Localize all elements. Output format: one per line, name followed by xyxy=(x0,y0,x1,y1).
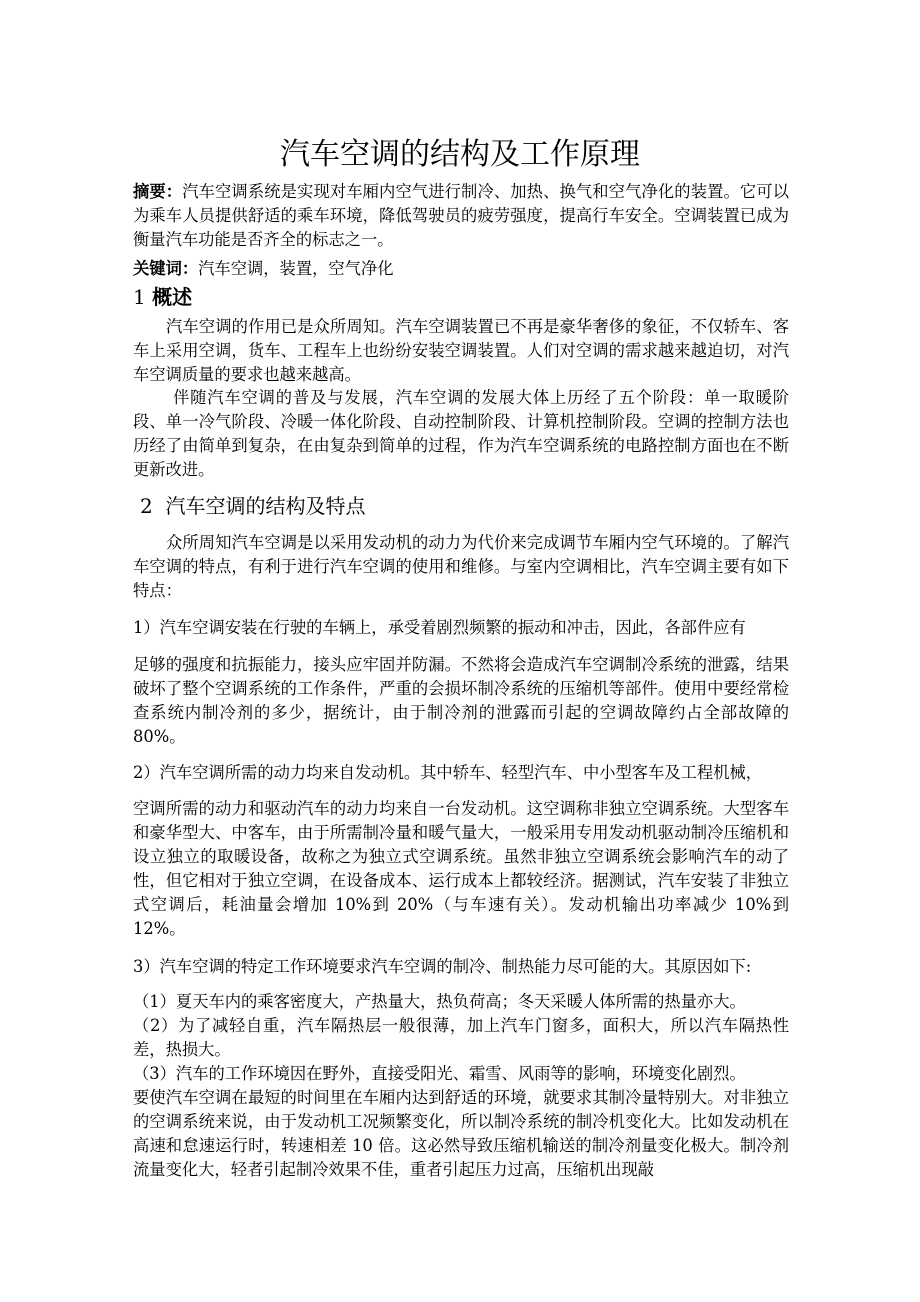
point-2-first-line: 2）汽车空调所需的动力均来自发动机。其中轿车、轻型汽车、中小型客车及工程机械， xyxy=(133,763,763,782)
section-1-paragraph-1: 汽车空调的作用已是众所周知。汽车空调装置已不再是豪华奢侈的象征，不仅轿车、客车上采用空调，货车、工程车上也纷纷安装空调装置。人们对空调的需求越来越迫切，对汽车空调质量的要求也越来越高。 xyxy=(133,317,789,384)
reason-3-body: 要使汽车空调在最短的时间里在车厢内达到舒适的环境，就要求其制冷量特别大。对非独立的空调系统来说，由于发动机工况频繁变化，所以制冷系统的制冷机变化大。比如发动机在高速和怠速运行时，转速相差 10 倍。这必然导致压缩机输送的制冷剂量变化极大。制冷剂流量变化大，轻者引起制冷效果不佳，重者引起压力过高，压缩机出现敲 xyxy=(133,1088,789,1179)
point-3-first-line: 3）汽车空调的特定工作环境要求汽车空调的制冷、制热能力尽可能的大。其原因如下: xyxy=(133,957,752,976)
abstract-text: 汽车空调系统是实现对车厢内空气进行制冷、加热、换气和空气净化的装置。它可以为乘车人员提供舒适的乘车环境，降低驾驶员的疲劳强度，提高行车安全。空调装置已成为衡量汽车功能是否齐全的标志之一。 xyxy=(133,182,789,249)
abstract-paragraph xyxy=(133,180,789,252)
section-1-title: 概述 xyxy=(152,285,193,309)
point-1-first-line: 1）汽车空调安装在行驶的车辆上，承受着剧烈频繁的振动和冲击，因此，各部件应有 xyxy=(133,618,746,637)
reason-2: （2）为了减轻自重，汽车隔热层一般很薄，加上汽车门窗多，面积大，所以汽车隔热性差，热损大。 xyxy=(133,1016,789,1059)
keywords-text: 汽车空调，装置，空气净化 xyxy=(198,259,394,278)
section-2-heading xyxy=(140,492,365,520)
section-2-intro: 众所周知汽车空调是以采用发动机的动力为代价来完成调节车厢内空气环境的。了解汽车空调的特点，有利于进行汽车空调的使用和维修。与室内空调相比，汽车空调主要有如下特点： xyxy=(133,533,789,600)
abstract-label: 摘要： xyxy=(133,182,183,201)
section-2-title: 汽车空调的结构及特点 xyxy=(165,494,366,518)
document-title: 汽车空调的结构及工作原理 xyxy=(280,137,640,172)
section-2-number: 2 xyxy=(140,494,153,518)
point-2-body: 空调所需的动力和驱动汽车的动力均来自一台发动机。这空调称非独立空调系统。大型客车和豪华型大、中客车，由于所需制冷量和暖气量大，一般采用专用发动机驱动制冷压缩机和设立独立的取暖设备，故称之为独立式空调系统。虽然非独立空调系统会影响汽车的动了性，但它相对于独立空调，在设备成本、运行成本上都较经济。据测试，汽车安装了非独立式空调后，耗油量会增加 10%到 20%（与车速有关）。发动机输出功率减少 10%到 12%。 xyxy=(133,799,789,938)
section-1-paragraph-2: 伴随汽车空调的普及与发展，汽车空调的发展大体上历经了五个阶段：单一取暖阶段、单一冷气阶段、冷暖一体化阶段、自动控制阶段、计算机控制阶段。空调的控制方法也历经了由简单到复杂，在由复杂到简单的过程，作为汽车空调系统的电路控制方面也在不断更新改进。 xyxy=(133,388,789,479)
reason-3-first-line: （3）汽车的工作环境因在野外，直接受阳光、霜雪、风雨等的影响，环境变化剧烈。 xyxy=(133,1064,746,1083)
section-1-number: 1 xyxy=(133,285,146,309)
point-1-body: 足够的强度和抗振能力，接头应牢固并防漏。不然将会造成汽车空调制冷系统的泄露，结果破坏了整个空调系统的工作条件，严重的会损坏制冷系统的压缩机等部件。使用中要经常检查系统内制冷剂的多少，据统计，由于制冷剂的泄露而引起的空调故障约占全部故障的 80%。 xyxy=(133,655,789,746)
reason-1: （1）夏天车内的乘客密度大，产热量大，热负荷高；冬天采暖人体所需的热量亦大。 xyxy=(133,992,746,1011)
keywords-label: 关键词： xyxy=(133,259,199,278)
keywords-line xyxy=(133,257,789,281)
section-1-heading xyxy=(133,283,192,311)
